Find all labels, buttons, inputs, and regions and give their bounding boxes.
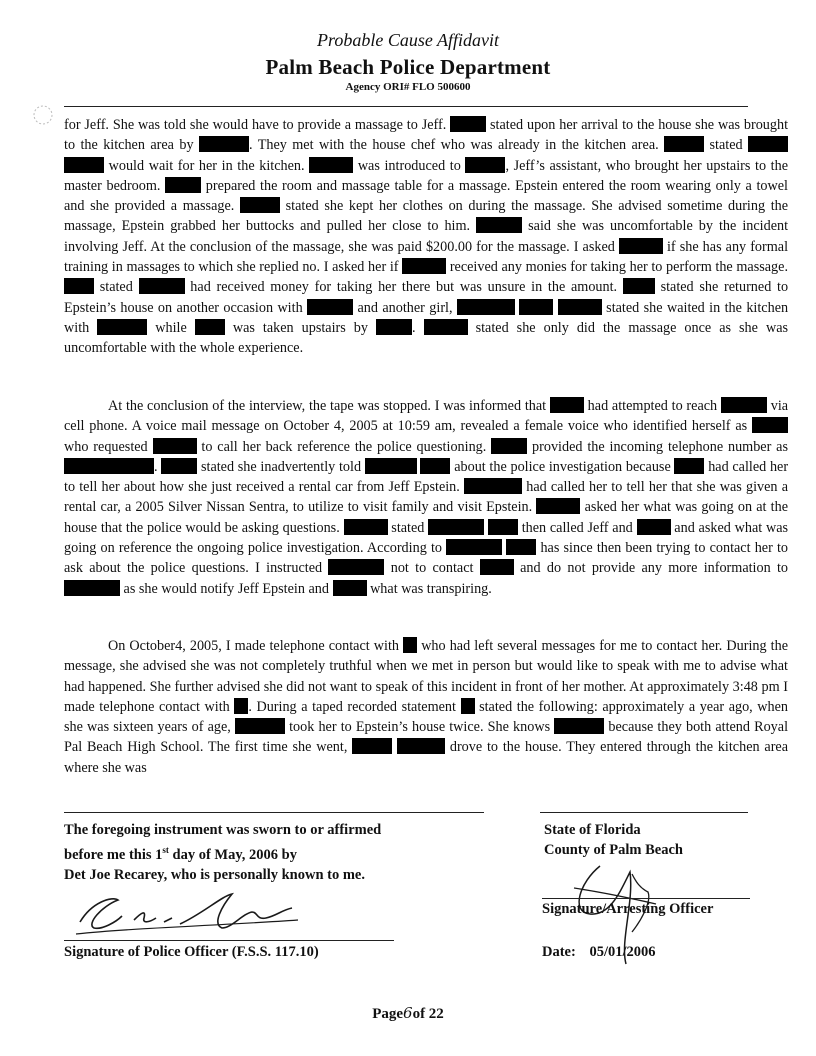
- document-title: Probable Cause Affidavit: [317, 30, 499, 50]
- text-run: said she was uncomfortable by the incident involving Jeff. At the conclusion of the massage, she was paid $200.00 for the massage. I asked: [64, 218, 789, 255]
- text-run: who had left several messages for me to contact her. During the message, she advised she was not completely truthful when we met in person but would like to speak with me to advise what had happened. She further advised she did not want to speak of this incident in front of her mother. At approximately 3:48 pm I made telephone contact with: [64, 638, 789, 715]
- text-run: then called Jeff and: [521, 519, 633, 536]
- redaction-block: [464, 478, 522, 494]
- sworn-line-1: The foregoing instrument was sworn to or affirmed: [64, 822, 382, 838]
- redaction-block: [637, 519, 671, 535]
- redaction-block: [550, 397, 584, 413]
- sworn-line-2-sup: st: [162, 845, 169, 855]
- redaction-block: [491, 438, 527, 454]
- department-name: Palm Beach Police Department: [265, 55, 551, 79]
- redaction-block: [623, 278, 655, 294]
- header-rule: [64, 106, 748, 107]
- text-run: would wait for her in the kitchen.: [108, 157, 305, 174]
- redaction-block: [64, 278, 94, 294]
- text-run: . During a taped recorded statement: [248, 698, 456, 715]
- redaction-block: [64, 157, 104, 173]
- redaction-block: [721, 397, 767, 413]
- body-paragraph-1: [64, 115, 788, 359]
- text-run: stated upon her arrival to the house she was brought to the kitchen area by: [64, 117, 789, 154]
- redaction-block: [752, 417, 788, 433]
- redaction-block: [376, 319, 412, 335]
- text-run: prepared the room and massage table for a massage. Epstein entered the room wearing only a towel and she provided a massage.: [64, 177, 788, 215]
- officer-signature-label: Signature of Police Officer (F.S.S. 117.10): [64, 944, 319, 960]
- redaction-block: [64, 458, 154, 474]
- redaction-block: [488, 519, 518, 535]
- redaction-block: [420, 458, 450, 474]
- redaction-block: [307, 299, 353, 315]
- text-run: who requested: [64, 438, 148, 455]
- text-run: On October4, 2005, I made telephone contact with: [108, 638, 399, 654]
- text-run: via cell phone. A voice mail message on October 4, 2005 at 10:59 am, revealed a female voice who identified herself as: [64, 398, 789, 435]
- text-run: took her to Epstein’s house twice. She knows: [289, 719, 551, 736]
- text-run: received any monies for taking her to perform the massage.: [449, 259, 788, 276]
- body-paragraph-2: [64, 396, 788, 599]
- redaction-block: [461, 698, 475, 714]
- redaction-block: [664, 136, 704, 152]
- page-suffix: of 22: [412, 1006, 444, 1022]
- text-run: .: [154, 458, 158, 475]
- arresting-signature-line: [542, 898, 750, 899]
- text-run: has since then been trying to contact her to ask about the police questions. I instructed: [64, 540, 789, 577]
- text-run: stated she kept her clothes on during the massage. She advised sometime during the massage, Epstein grabbed her buttocks and pulled her close to him.: [64, 198, 789, 235]
- date-row: [542, 944, 656, 961]
- redaction-block: [519, 299, 553, 315]
- agency-ori: Agency ORI# FLO 500600: [345, 81, 471, 93]
- redaction-block: [352, 738, 392, 754]
- sworn-line-2-pre: before me this 1: [64, 846, 163, 863]
- redaction-block: [402, 258, 446, 274]
- redaction-block: [558, 299, 602, 315]
- redaction-block: [333, 580, 367, 596]
- redaction-block: [97, 319, 147, 335]
- redaction-block: [344, 519, 388, 535]
- redaction-block: [397, 738, 445, 754]
- text-run: if she has any formal training in massages to which she replied no. I asked her if: [64, 238, 789, 276]
- sworn-line-2: [64, 840, 484, 865]
- text-run: provided the incoming telephone number as: [532, 438, 788, 455]
- text-run: had called her to tell her about how she just received a rental car from Jeff Epstein.: [64, 458, 789, 496]
- redaction-block: [465, 157, 505, 173]
- redaction-block: [748, 136, 788, 152]
- text-run: as she would notify Jeff Epstein and: [123, 580, 329, 597]
- text-run: .: [412, 319, 416, 336]
- sworn-line-3: Det Joe Recarey, who is personally known to me.: [64, 866, 365, 883]
- body-paragraph-3: [64, 636, 788, 778]
- page-prefix: Page: [372, 1006, 404, 1022]
- text-run: was introduced to: [357, 157, 461, 174]
- redaction-block: [161, 458, 197, 474]
- text-run: stated she waited in the kitchen with: [64, 299, 789, 336]
- scan-artifact-mark: [28, 100, 58, 130]
- text-run: drove to the house. They entered through the kitchen area where she was: [64, 739, 789, 776]
- date-label: Date:: [542, 944, 576, 960]
- text-run: not to contact: [390, 560, 474, 577]
- text-run: At the conclusion of the interview, the tape was stopped. I was informed that: [108, 398, 547, 414]
- text-run: to call her back reference the police questioning.: [201, 438, 487, 455]
- redaction-block: [153, 438, 197, 454]
- text-run: . They met with the house chef who was already in the kitchen area.: [249, 137, 659, 154]
- sworn-statement: [64, 820, 484, 885]
- text-run: while: [155, 319, 187, 336]
- text-run: and another girl,: [357, 299, 453, 316]
- redaction-block: [139, 278, 185, 294]
- text-run: had attempted to reach: [587, 398, 718, 414]
- state-label: State of Florida: [544, 822, 641, 838]
- redaction-block: [446, 539, 502, 555]
- text-run: about the police investigation because: [454, 458, 671, 475]
- county-label: County of Palm Beach: [544, 842, 683, 858]
- redaction-block: [64, 580, 120, 596]
- redaction-block: [506, 539, 536, 555]
- redaction-block: [476, 217, 522, 233]
- redaction-block: [674, 458, 704, 474]
- redaction-block: [403, 637, 417, 653]
- redaction-block: [619, 238, 663, 254]
- redaction-block: [309, 157, 353, 173]
- text-run: asked her what was going on at the house that the police would be asking questions.: [64, 499, 788, 536]
- redaction-block: [450, 116, 486, 132]
- text-run: for Jeff. She was told she would have to provide a massage to Jeff.: [64, 117, 447, 133]
- redaction-block: [199, 136, 249, 152]
- text-run: had received money for taking her there but was unsure in the amount.: [190, 279, 618, 296]
- text-run: had called her to tell her that she was given a rental car, a 2005 Silver Nissan Sentra, to utilize to visit family and visit Epstein.: [64, 479, 788, 516]
- date-value: 05/01/2006: [589, 944, 656, 960]
- page-number: [0, 1004, 816, 1023]
- redaction-block: [365, 458, 417, 474]
- redaction-block: [424, 319, 468, 335]
- text-run: stated: [391, 519, 425, 536]
- text-run: and asked what was going on reference the ongoing police investigation. According to: [64, 519, 789, 557]
- text-run: what was transpiring.: [370, 580, 492, 597]
- redaction-block: [195, 319, 225, 335]
- footer-rule-left: [64, 812, 484, 813]
- text-run: , Jeff’s assistant, who brought her upstairs to the master bedroom.: [64, 157, 789, 194]
- text-run: stated: [99, 279, 133, 296]
- text-run: and do not provide any more information to: [520, 560, 789, 577]
- text-run: was taken upstairs by: [232, 319, 368, 336]
- redaction-block: [480, 559, 514, 575]
- text-run: stated she returned to Epstein’s house on another occasion with: [64, 279, 789, 316]
- page-handwritten-number: 6: [403, 1004, 413, 1022]
- redaction-block: [428, 519, 484, 535]
- redaction-block: [234, 698, 248, 714]
- text-run: stated she inadvertently told: [200, 458, 362, 475]
- redaction-block: [235, 718, 285, 734]
- text-run: stated the following: approximately a year ago, when she was sixteen years of age,: [64, 698, 789, 736]
- officer-signature-line: [64, 940, 394, 941]
- text-run: stated: [709, 137, 743, 154]
- footer-rule-right: [540, 812, 748, 813]
- text-run: stated she only did the massage once as she was uncomfortable with the whole experience.: [64, 319, 789, 357]
- redaction-block: [240, 197, 280, 213]
- sworn-line-2-post: day of May, 2006 by: [168, 846, 297, 863]
- redaction-block: [328, 559, 384, 575]
- arresting-signature-label: Signature/Arresting Officer: [542, 901, 714, 917]
- redaction-block: [536, 498, 580, 514]
- redaction-block: [165, 177, 201, 193]
- officer-signature: [72, 884, 302, 944]
- redaction-block: [554, 718, 604, 734]
- text-run: because they both attend Royal Pal Beach High School. The first time she went,: [64, 719, 789, 756]
- redaction-block: [457, 299, 515, 315]
